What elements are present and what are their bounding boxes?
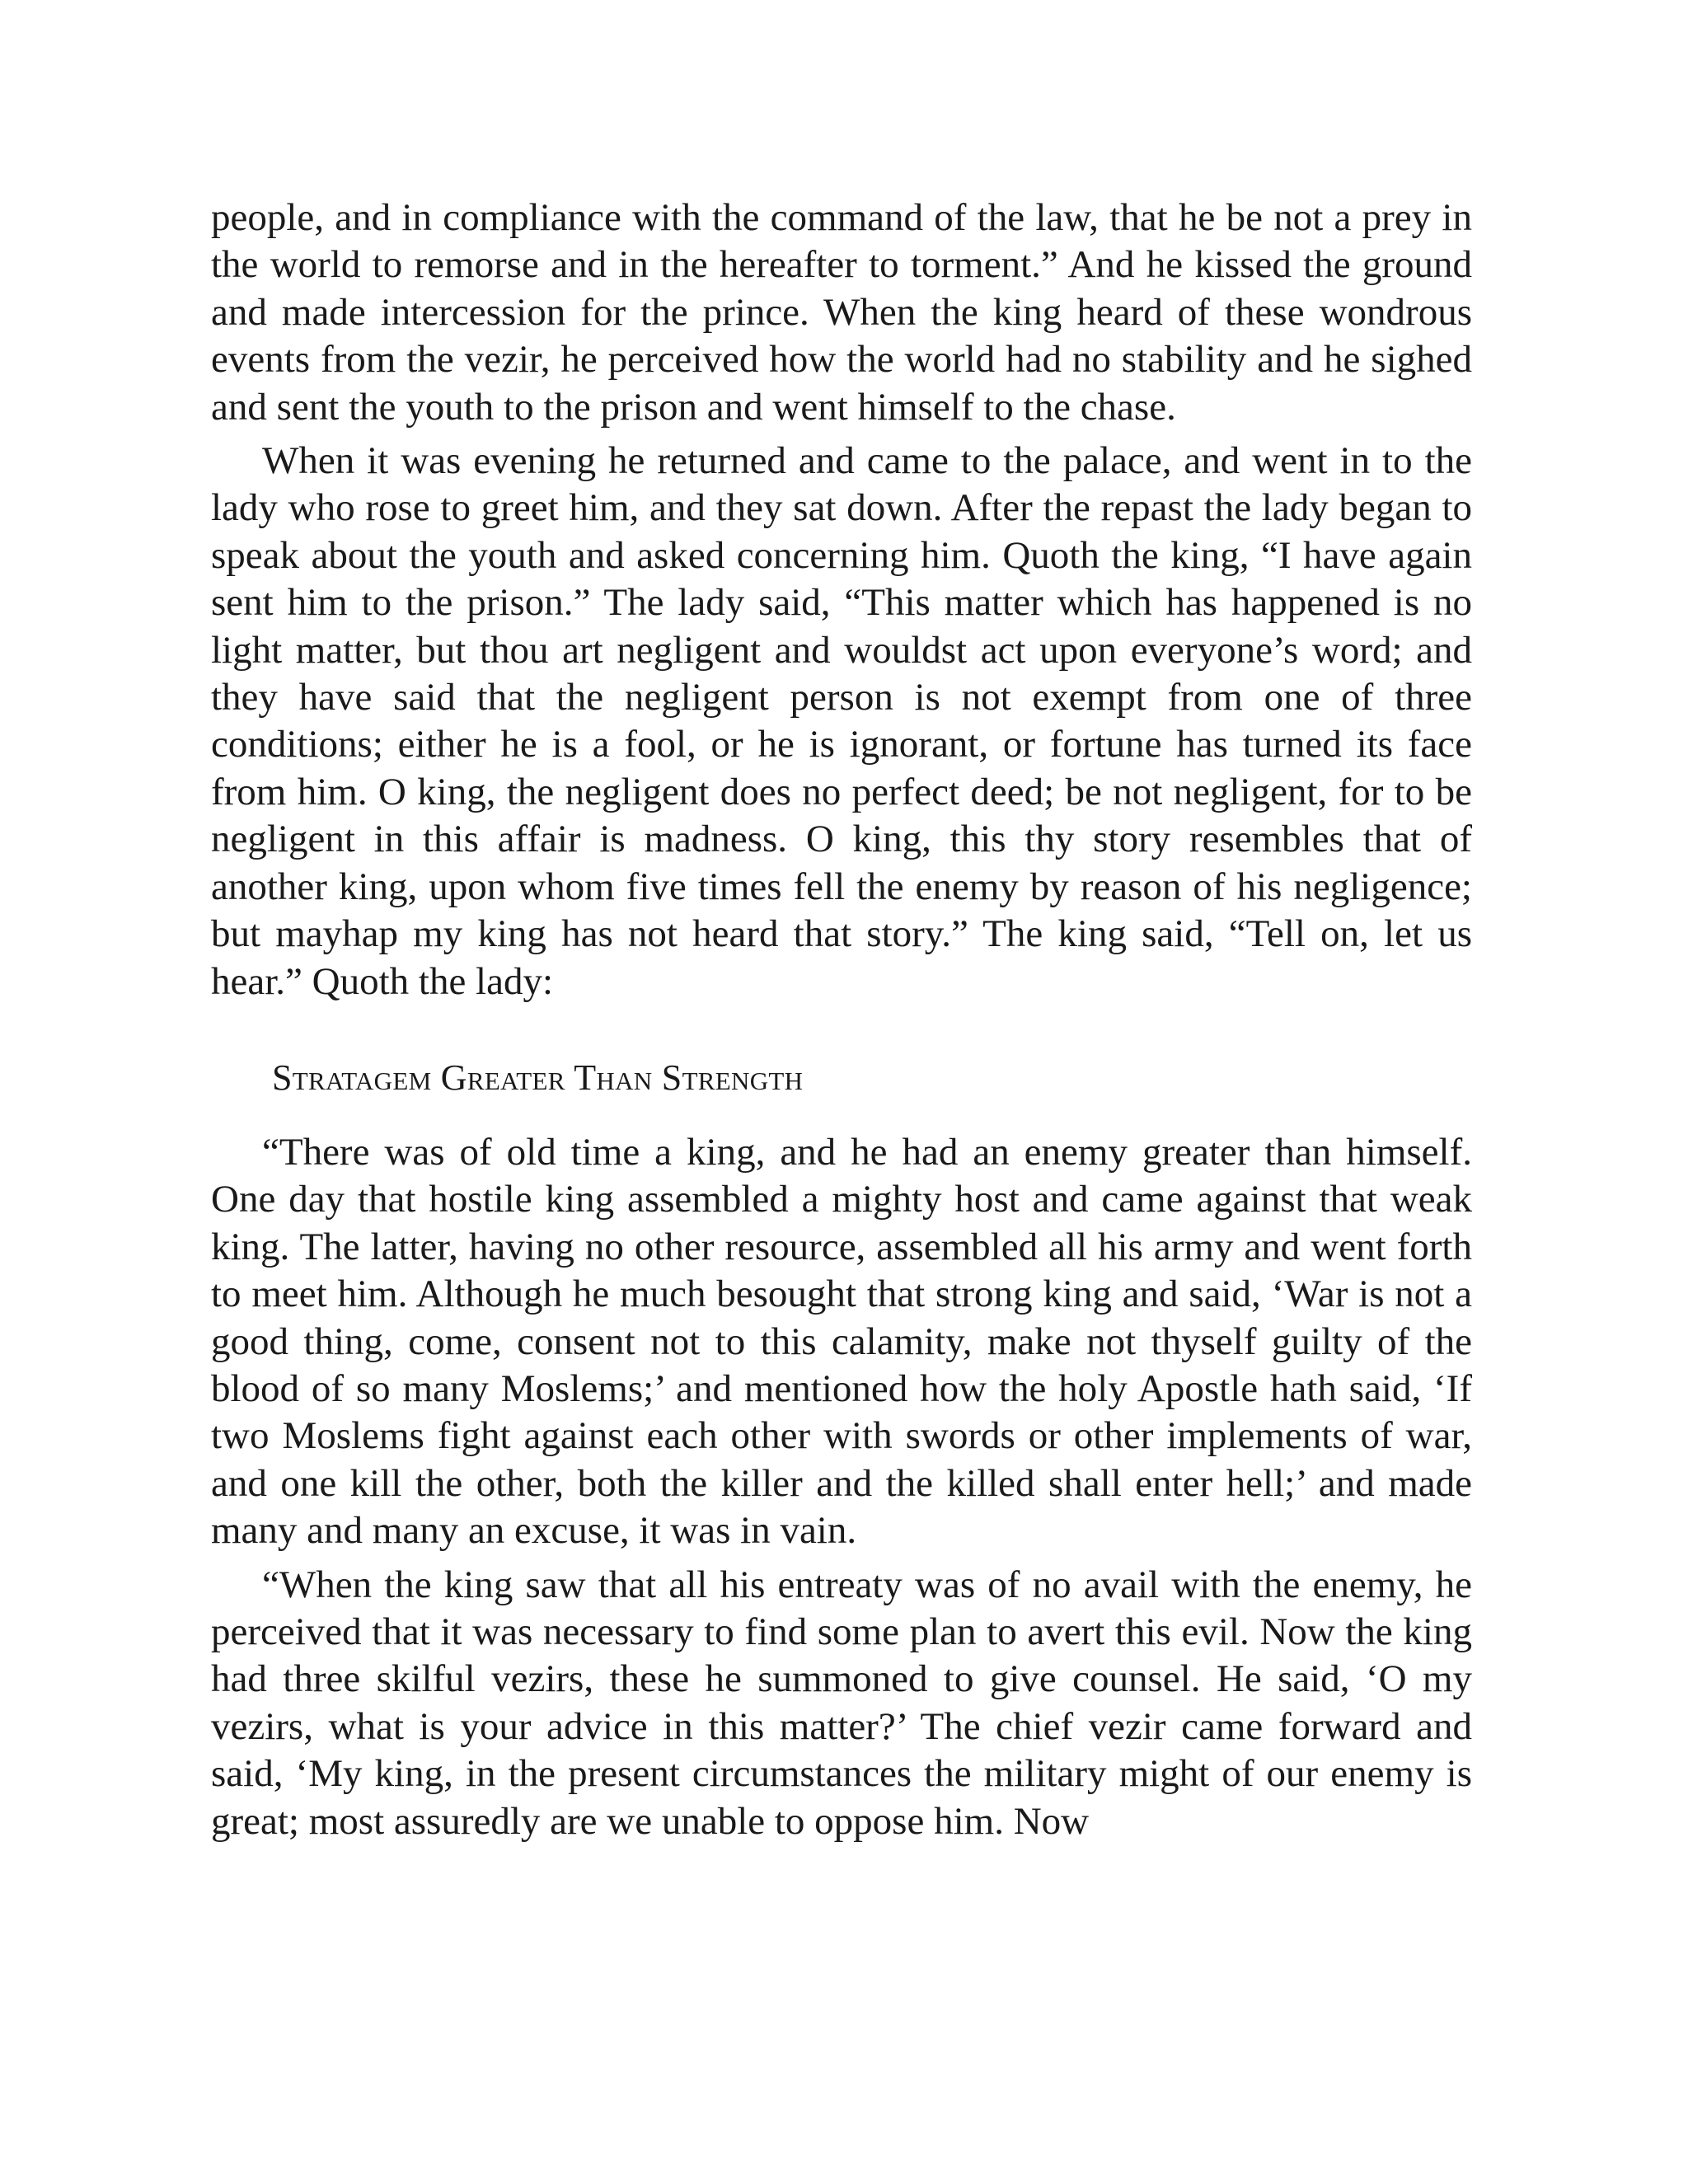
- paragraph-continuation: people, and in compliance with the command of the law, that he be not a prey in the world to remorse and in the hereafter to torment.” And he kissed the ground and made intercession for the prince. When the king heard of these wondrous events from the vezir, he perceived how the world had no stability and he sighed and sent the youth to the prison and went himself to the chase.: [211, 196, 1472, 429]
- page-text-block: [211, 194, 1472, 1845]
- paragraph-evening-return: When it was evening he returned and came to the palace, and went in to the lady who rose to greet him, and they sat down. After the repast the lady began to speak about the youth and asked concerning him. Quoth the king, “I have again sent him to the prison.” The lady said, “This matter which has happened is no light matter, but thou art negligent and wouldst act upon everyone’s word; and they have said that the negligent person is not exempt from one of three conditions; either he is a fool, or he is ignorant, or fortune has turned its face from him. O king, the negligent does no perfect deed; be not negligent, for to be negligent in this affair is madness. O king, this thy story resembles that of another king, upon whom five times fell the enemy by reason of his negligence; but mayhap my king has not heard that story.” The king said, “Tell on, let us hear.” Quoth the lady:: [211, 439, 1472, 1003]
- section-heading: Stratagem Greater Than Strength: [272, 1057, 804, 1098]
- paragraph-vezirs-counsel: “When the king saw that all his entreaty was of no avail with the enemy, he perceived that it was necessary to find some plan to avert this evil. Now the king had three skilful vezirs, these he summoned to give counsel. He said, ‘O my vezirs, what is your advice in this matter?’ The chief vezir came forward and said, ‘My king, in the present circumstances the military might of our enemy is great; most assuredly are we unable to oppose him. Now: [211, 1563, 1472, 1843]
- paragraph-story-opening: “There was of old time a king, and he had an enemy greater than himself. One day that hostile king assembled a mighty host and came against that weak king. The latter, having no other resource, assembled all his army and went forth to meet him. Although he much besought that strong king and said, ‘War is not a good thing, come, consent not to this calamity, make not thyself guilty of the blood of so many Moslems;’ and mentioned how the holy Apostle hath said, ‘If two Moslems fight against each other with swords or other implements of war, and one kill the other, both the killer and the killed shall enter hell;’ and made many and many an excuse, it was in vain.: [211, 1130, 1472, 1553]
